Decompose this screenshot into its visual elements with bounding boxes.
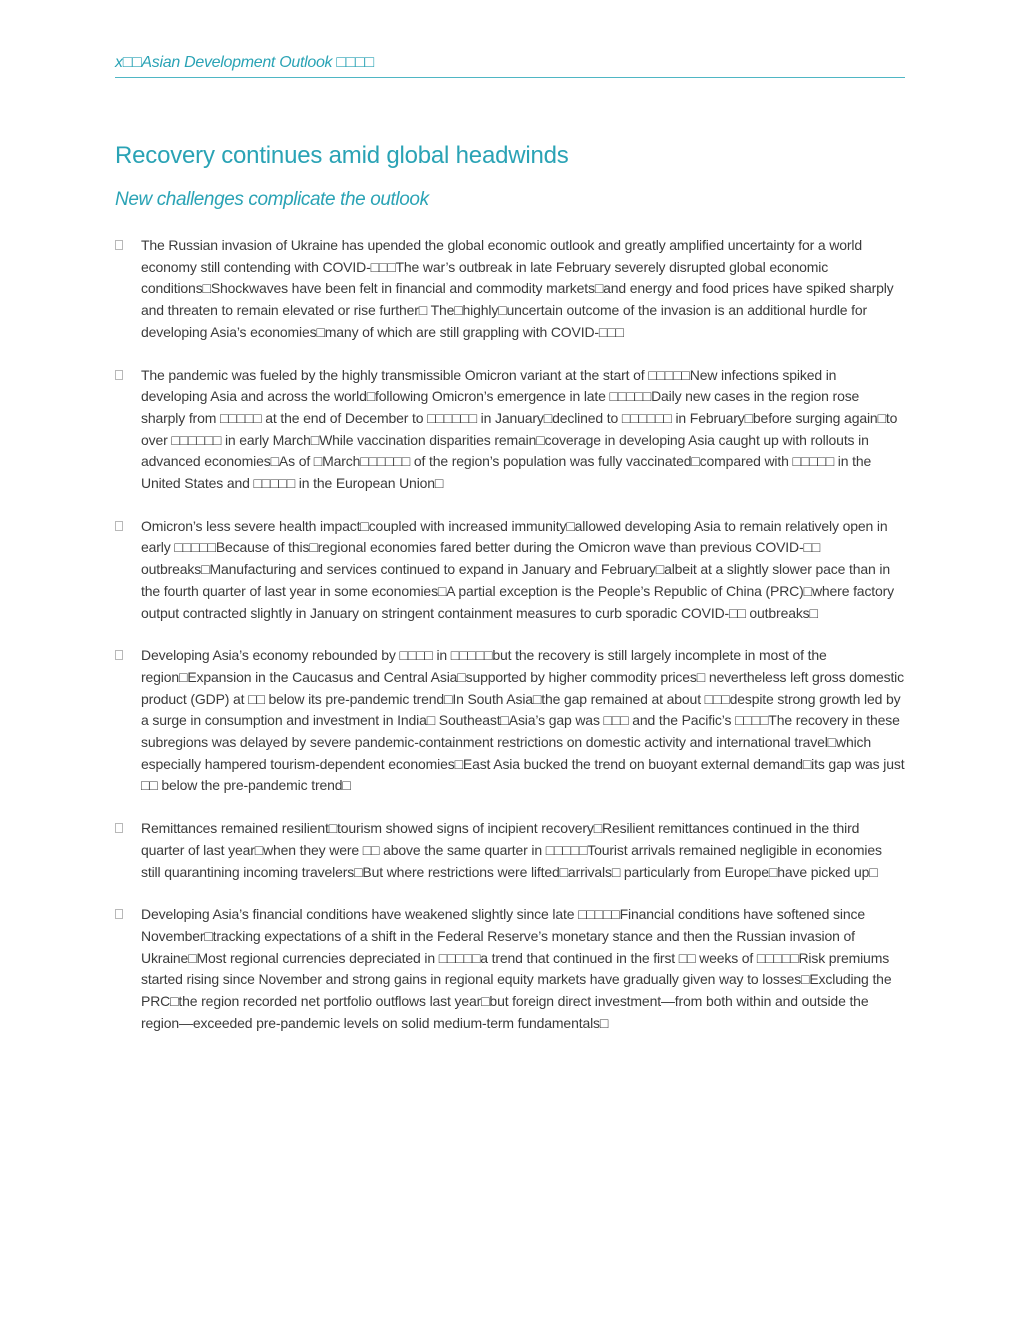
paragraph-text: Developing Asia’s economy rebounded by □□□□ in □□□□□but the recovery is still largely incomplete in most of the region□Expansion in the Caucasus and Central Asia□supported by higher commodity prices□ nevertheless left gross domestic product (GDP) at □□ below its pre-pandemic trend□In South Asia□the gap remained at about □□□despite strong growth led by a surge in consumption and investment in India□ Southeast□Asia’s gap was □□□ and the Pacific’s □□□□The recovery in these subregions was delayed by severe pandemic-containment restrictions on domestic activity and international travel□which especially hampered tourism-dependent economies□East Asia bucked the trend on buoyant external demand□its gap was just □□ below the pre-pandemic trend□ [141, 647, 905, 794]
paragraph-1 [115, 235, 905, 344]
paragraph-text: The Russian invasion of Ukraine has upended the global economic outlook and greatly amplified uncertainty for a world economy still contending with COVID-□□□The war’s outbreak in late February severely disrupted global economic conditions□Shockwaves have been felt in financial and commodity markets□and energy and food prices have spiked sharply and threaten to remain elevated or rise further□ The□highly□uncertain outcome of the invasion is an additional hurdle for developing Asia’s economies□many of which are still grappling with COVID-□□□ [141, 237, 894, 340]
paragraph-text: The pandemic was fueled by the highly transmissible Omicron variant at the start of □□□□□New infections spiked in developing Asia and across the world□following Omicron’s emergence in late □□□□□Daily new cases in the region rose sharply from □□□□□ at the end of December to □□□□□□ in January□declined to □□□□□□ in February□before surging again□to over □□□□□□ in early March□While vaccination disparities remain□coverage in developing Asia caught up with rollouts in advanced economies□As of □March□□□□□□ of the region’s population was fully vaccinated□compared with □□□□□ in the United States and □□□□□ in the European Union□ [141, 366, 898, 492]
body-text [115, 235, 905, 1056]
paragraph-number-glyph [115, 650, 123, 660]
paragraph-number-glyph [115, 370, 123, 380]
paragraph-number-glyph [115, 823, 123, 833]
paragraph-6 [115, 904, 905, 1034]
paragraph-3 [115, 516, 905, 625]
running-header-title: x□□Asian Development Outlook □□□□ [115, 54, 374, 71]
section-subtitle: New challenges complicate the outlook [115, 189, 429, 210]
paragraph-number-glyph [115, 240, 123, 250]
paragraph-text: Omicron’s less severe health impact□coupled with increased immunity□allowed developing Asia to remain relatively open in early □□□□□Because of this□regional economies fared better during the Omicron wave than previous COVID-□□ outbreaks□Manufacturing and services continued to expand in January and February□albeit at a slightly slower pace than in the fourth quarter of last year in some economies□A partial exception is the People’s Republic of China (PRC)□where factory output contracted slightly in January on stringent containment measures to curb sporadic COVID-□□ outbreaks□ [141, 517, 895, 621]
paragraph-4 [115, 645, 905, 797]
paragraph-number-glyph [115, 521, 123, 531]
paragraph-text: Remittances remained resilient□tourism showed signs of incipient recovery□Resilient remittances continued in the third quarter of last year□when they were □□ above the same quarter in □□□□□Tourist arrivals remained negligible in economies still quarantining incoming travelers□But where restrictions were lifted□arrivals□ particularly from Europe□have picked up□ [141, 820, 882, 880]
paragraph-5 [115, 818, 905, 883]
paragraph-2 [115, 365, 905, 495]
paragraph-text: Developing Asia’s financial conditions have weakened slightly since late □□□□□Financial conditions have softened since November□tracking expectations of a shift in the Federal Reserve’s monetary stance and then the Russian invasion of Ukraine□Most regional currencies depreciated in □□□□□a trend that continued in the first □□ weeks of □□□□□Risk premiums started rising since November and strong gains in regional equity markets have gradually given way to losses□Excluding the PRC□the region recorded net portfolio outflows last year□but foreign direct investment—from both within and outside the region—exceeded pre-pandemic levels on solid medium-term fundamentals□ [141, 906, 892, 1031]
section-title: Recovery continues amid global headwinds [115, 142, 569, 169]
running-header [115, 53, 905, 78]
paragraph-number-glyph [115, 909, 123, 919]
